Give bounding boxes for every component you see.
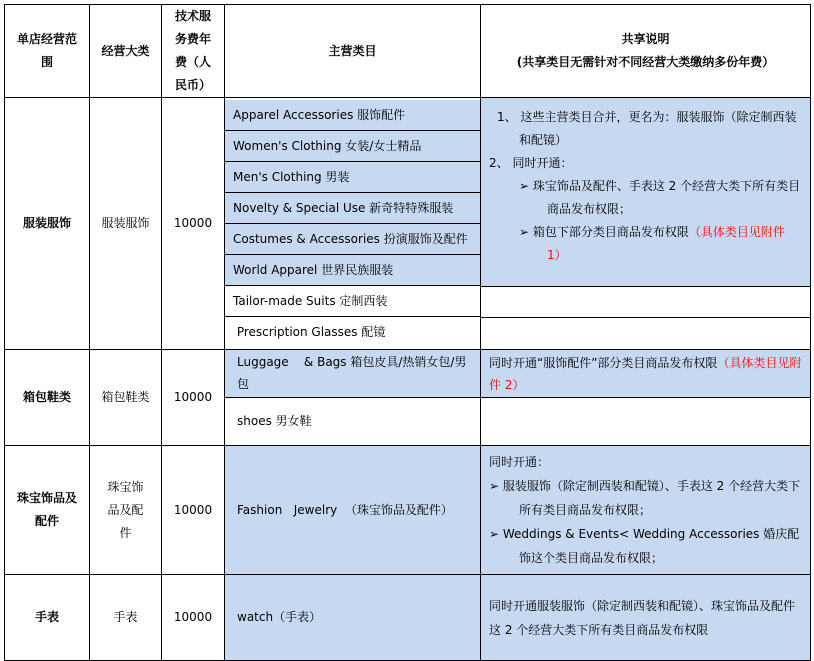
watch-category: 手表 [90, 575, 162, 661]
header-share-subtitle: (共享类目无需针对不同经营大类缴纳多份年费） [516, 55, 775, 69]
watch-scope: 手表 [5, 575, 90, 661]
fee-table [4, 4, 811, 661]
attachment-ref: （具体类目见附件 2） [489, 356, 802, 392]
apparel-category: 服装服饰 [90, 98, 162, 350]
jewelry-note-line1: 同时开通： [489, 455, 550, 469]
jewelry-note-bullet2: ➢ Weddings & Events< Wedding Accessories 婚庆配饰这个类目商品发布权限； [489, 527, 800, 565]
watch-note: 同时开通服装服饰（除定制西装和配镜）、珠宝饰品及配件这 2 个经营大类下所有类目商品发布权限 [481, 575, 811, 661]
jewelry-note-bullet1: ➢ 服装服饰（除定制西装和配镜）、手表这 2 个经营大类下所有类目商品发布权限； [489, 479, 801, 517]
watch-item: watch（手表） [225, 575, 481, 661]
apparel-note-line2: 2、 同时开通： [489, 156, 573, 170]
list-item: Luggage & Bags 箱包皮具/热销女包/男包 [225, 350, 480, 398]
bags-category: 箱包鞋类 [90, 350, 162, 446]
bags-scope: 箱包鞋类 [5, 350, 90, 446]
apparel-note-bullet2: ➢ 箱包下部分类目商品发布权限（具体类目见附件 1） [519, 225, 785, 262]
list-item: Prescription Glasses 配镜 [225, 317, 480, 348]
apparel-scope: 服装服饰 [5, 98, 90, 350]
apparel-note [481, 98, 811, 350]
apparel-note-bullet1: ➢ 珠宝饰品及配件、手表这 2 个经营大类下所有类目商品发布权限； [519, 179, 801, 216]
apparel-note-line1: 1、 这些主营类目合并，更名为：服装服饰（除定制西装和配镜） [497, 110, 797, 147]
jewelry-item: Fashion Jewelry （珠宝饰品及配件） [225, 446, 481, 575]
attachment-ref: （具体类目见附件 1） [547, 225, 785, 262]
jewelry-fee: 10000 [162, 446, 225, 575]
watch-fee: 10000 [162, 575, 225, 661]
list-item: Tailor-made Suits 定制西装 [225, 286, 480, 317]
header-share-title: 共享说明 [621, 32, 670, 46]
bags-fee: 10000 [162, 350, 225, 446]
apparel-items [225, 98, 481, 350]
bags-note-text: 同时开通“服饰配件”部分类目商品发布权限 [489, 356, 718, 370]
bags-items [225, 350, 481, 446]
header-category: 经营大类 [90, 5, 162, 98]
jewelry-category: 珠宝饰品及配件 [90, 446, 162, 575]
bags-note [481, 350, 811, 446]
header-main-category: 主营类目 [225, 5, 481, 98]
header-row [5, 5, 811, 98]
list-item: Novelty & Special Use 新奇特特殊服装 [225, 193, 480, 224]
list-item: Apparel Accessories 服饰配件 [225, 100, 480, 131]
jewelry-scope: 珠宝饰品及配件 [5, 446, 90, 575]
jewelry-note [481, 446, 811, 575]
row-bags [5, 350, 811, 446]
list-item: Costumes & Accessories 扮演服饰及配件 [225, 224, 480, 255]
list-item: Men's Clothing 男装 [225, 162, 480, 193]
header-share [481, 5, 811, 98]
list-item: Women's Clothing 女装/女士精品 [225, 131, 480, 162]
list-item: World Apparel 世界民族服装 [225, 255, 480, 286]
apparel-fee: 10000 [162, 98, 225, 350]
header-scope: 单店经营范围 [5, 5, 90, 98]
row-jewelry [5, 446, 811, 575]
list-item: shoes 男女鞋 [237, 414, 312, 428]
row-watch [5, 575, 811, 661]
row-apparel [5, 98, 811, 350]
header-fee: 技术服务费年费（人民币） [162, 5, 225, 98]
